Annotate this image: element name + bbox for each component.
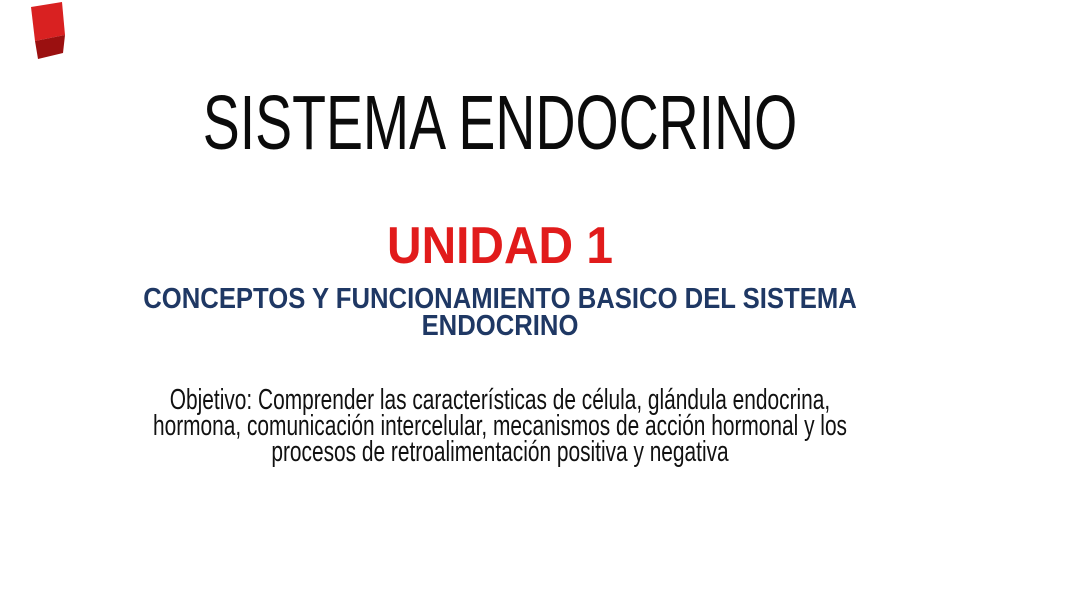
objective-line-1: Objetivo: Comprender las características de célula, glándula endocrina, [169,384,831,416]
objective-line-2: hormona, comunicación intercelular, mecanismos de acción hormonal y los [152,410,848,443]
subtitle-heading [0,283,1009,342]
objective-line-3: procesos de retroalimentación positiva y negativa [271,436,729,469]
subtitle-line-2: ENDOCRINO [421,309,579,342]
unit-heading: UNIDAD 1 [387,217,613,275]
slide-title: SISTEMA ENDOCRINO [202,80,798,166]
red-corner-ribbon-icon [24,0,70,62]
objective-paragraph [86,384,914,469]
subtitle-line-1: CONCEPTOS Y FUNCIONAMIENTO BASICO DEL SISTEMA [143,283,857,315]
